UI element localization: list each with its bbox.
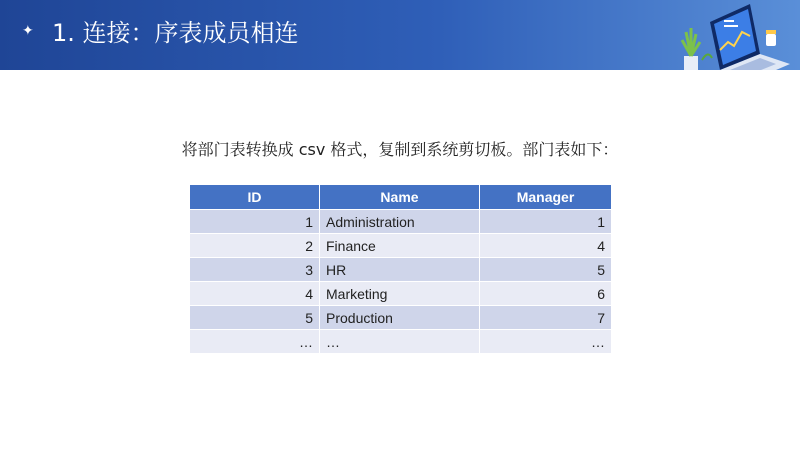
table-row xyxy=(190,210,612,234)
cell-manager: 4 xyxy=(480,234,612,258)
table-row xyxy=(190,306,612,330)
cell-id: 2 xyxy=(190,234,320,258)
table-row xyxy=(190,330,612,354)
four-point-star-icon: ✦ xyxy=(22,23,34,39)
cell-manager: … xyxy=(480,330,612,354)
laptop-with-chart-illustration xyxy=(672,0,800,70)
table-row xyxy=(190,234,612,258)
cell-name: Finance xyxy=(320,234,480,258)
table-row xyxy=(190,282,612,306)
slide-title: 1. 连接：序表成员相连 xyxy=(52,19,299,47)
column-header-manager: Manager xyxy=(480,185,612,210)
column-header-id: ID xyxy=(190,185,320,210)
cell-name: Production xyxy=(320,306,480,330)
slide-header xyxy=(0,0,800,70)
cell-id: 1 xyxy=(190,210,320,234)
cell-manager: 6 xyxy=(480,282,612,306)
cell-id: … xyxy=(190,330,320,354)
intro-text: 将部门表转换成 csv 格式，复制到系统剪切板。部门表如下： xyxy=(181,140,619,159)
cell-manager: 1 xyxy=(480,210,612,234)
cell-name: … xyxy=(320,330,480,354)
column-header-name: Name xyxy=(320,185,480,210)
cell-id: 3 xyxy=(190,258,320,282)
cell-name: Administration xyxy=(320,210,480,234)
department-table xyxy=(189,184,612,354)
table-row xyxy=(190,258,612,282)
cell-manager: 7 xyxy=(480,306,612,330)
cell-manager: 5 xyxy=(480,258,612,282)
cell-name: HR xyxy=(320,258,480,282)
cell-id: 4 xyxy=(190,282,320,306)
cell-name: Marketing xyxy=(320,282,480,306)
table-header-row xyxy=(190,185,612,210)
cell-id: 5 xyxy=(190,306,320,330)
